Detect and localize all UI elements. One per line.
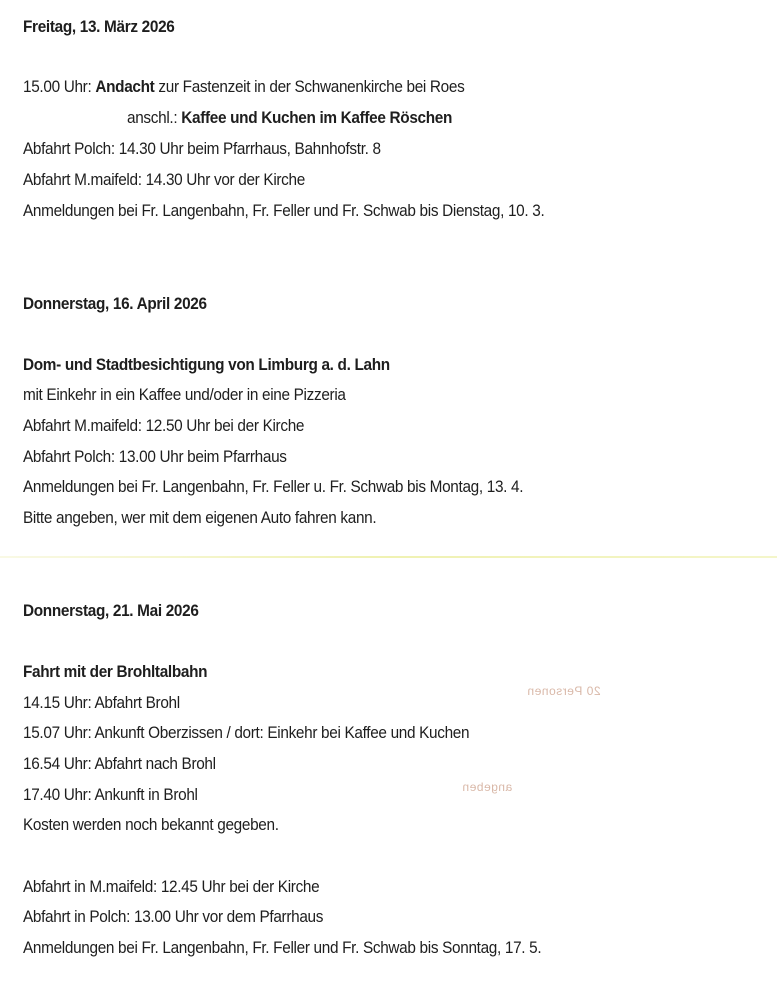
section-3-line-1: 14.15 Uhr: Abfahrt Brohl xyxy=(23,694,180,712)
section-1-line-3: Abfahrt Polch: 14.30 Uhr beim Pfarrhaus, Bahnhofstr. 8 xyxy=(23,140,381,158)
section-2-date: Donnerstag, 16. April 2026 xyxy=(23,295,207,313)
prefix-label: anschl.: xyxy=(127,109,182,127)
section-3-line-4: 17.40 Uhr: Ankunft in Brohl xyxy=(23,786,198,804)
section-1-line-4: Abfahrt M.maifeld: 14.30 Uhr vor der Kirche xyxy=(23,171,305,189)
bleed-through-text: angeben xyxy=(462,780,513,794)
section-1-line-1 xyxy=(23,77,464,97)
section-3-line-3: 16.54 Uhr: Abfahrt nach Brohl xyxy=(23,755,216,773)
section-3-title: Fahrt mit der Brohltalbahn xyxy=(23,663,208,681)
section-2-title: Dom- und Stadtbesichtigung von Limburg a. d. Lahn xyxy=(23,356,390,374)
section-1-date: Freitag, 13. März 2026 xyxy=(23,18,175,36)
section-2-line-1: mit Einkehr in ein Kaffee und/oder in eine Pizzeria xyxy=(23,386,346,404)
section-3-line-2: 15.07 Uhr: Ankunft Oberzissen / dort: Einkehr bei Kaffee und Kuchen xyxy=(23,724,470,742)
section-3-line-8: Anmeldungen bei Fr. Langenbahn, Fr. Feller und Fr. Schwab bis Sonntag, 17. 5. xyxy=(23,939,542,957)
section-1-line-5: Anmeldungen bei Fr. Langenbahn, Fr. Feller und Fr. Schwab bis Dienstag, 10. 3. xyxy=(23,202,545,220)
section-3-line-6: Abfahrt in M.maifeld: 12.45 Uhr bei der Kirche xyxy=(23,878,320,896)
time-label: 15.00 Uhr: xyxy=(23,78,96,96)
section-2-line-5: Bitte angeben, wer mit dem eigenen Auto fahren kann. xyxy=(23,509,377,527)
followup-event: Kaffee und Kuchen im Kaffee Röschen xyxy=(181,109,453,127)
section-2-line-3: Abfahrt Polch: 13.00 Uhr beim Pfarrhaus xyxy=(23,448,287,466)
section-3-line-5: Kosten werden noch bekannt gegeben. xyxy=(23,816,279,834)
event-detail: zur Fastenzeit in der Schwanenkirche bei Roes xyxy=(154,78,465,96)
section-1-line-2 xyxy=(127,108,452,128)
bleed-through-text: 20 Personen xyxy=(527,684,601,698)
page-separator-line xyxy=(0,556,777,558)
section-3-line-7: Abfahrt in Polch: 13.00 Uhr vor dem Pfarrhaus xyxy=(23,908,324,926)
section-2-line-4: Anmeldungen bei Fr. Langenbahn, Fr. Feller u. Fr. Schwab bis Montag, 13. 4. xyxy=(23,478,524,496)
event-name: Andacht xyxy=(95,78,155,96)
section-2-line-2: Abfahrt M.maifeld: 12.50 Uhr bei der Kirche xyxy=(23,417,305,435)
section-3-date: Donnerstag, 21. Mai 2026 xyxy=(23,602,199,620)
